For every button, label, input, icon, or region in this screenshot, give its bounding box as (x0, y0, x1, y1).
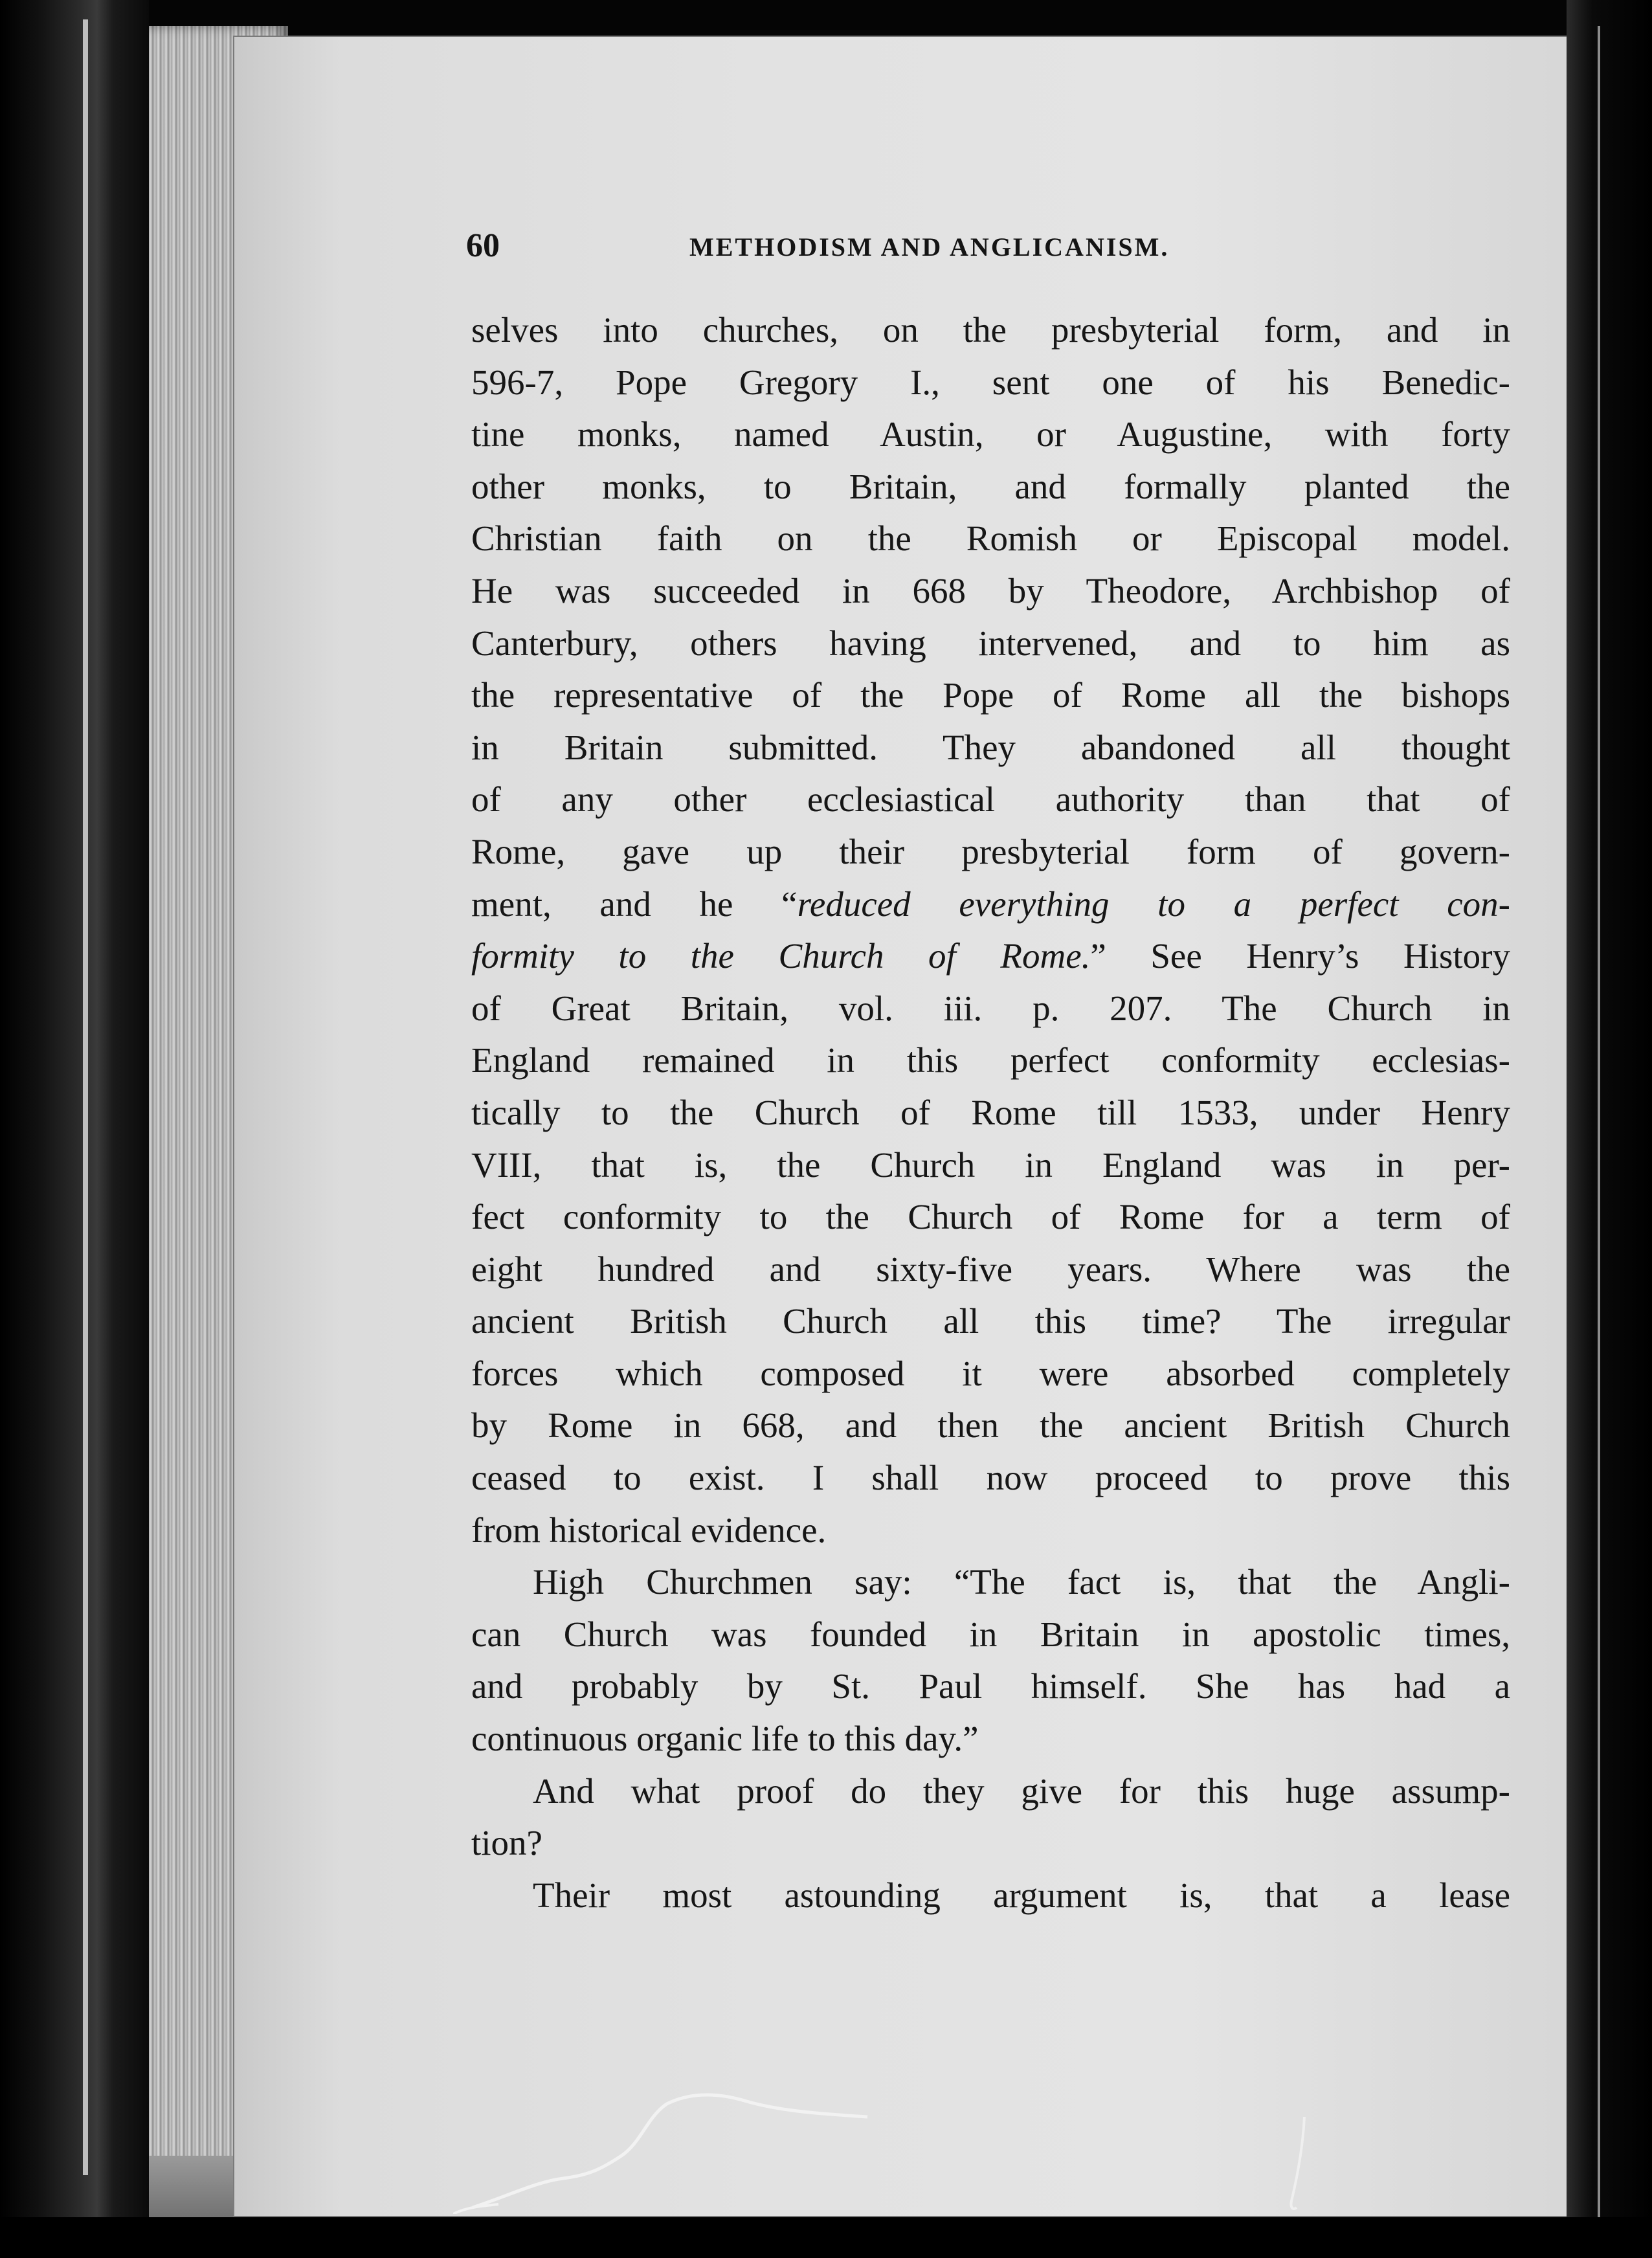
running-title: METHODISM AND ANGLICANISM. (689, 232, 1170, 262)
text-line: tine monks, named Austin, or Augustine, with forty (471, 414, 1510, 454)
text-line: England remained in this perfect conformity ecclesias- (471, 1040, 1510, 1080)
text-line-quote-end (471, 930, 1510, 983)
text-line-paragraph-start: Their most astounding argument is, that a lease (533, 1875, 1510, 1915)
text-line: other monks, to Britain, and formally planted the (471, 466, 1510, 506)
paragraph-last-line: tion? (471, 1823, 542, 1863)
paragraph-last-line: from historical evidence. (471, 1510, 827, 1550)
text-line: selves into churches, on the presbyterial form, and in (471, 310, 1510, 350)
film-edge-line (83, 19, 88, 2175)
text-fragment: ment, and he “ (471, 884, 798, 924)
film-edge-left (0, 0, 149, 2258)
text-line-paragraph-start: And what proof do they give for this huge assump- (533, 1771, 1510, 1811)
paragraph-last-line: continuous organic life to this day.” (471, 1719, 979, 1759)
text-line: by Rome in 668, and then the ancient British Church (471, 1405, 1510, 1446)
text-line: in Britain submitted. They abandoned all thought (471, 727, 1510, 767)
film-scratch (1285, 2117, 1324, 2214)
text-line: fect conformity to the Church of Rome for a term of (471, 1197, 1510, 1237)
text-line: of Great Britain, vol. iii. p. 207. The Church in (471, 988, 1510, 1028)
binding-gutter (1567, 0, 1652, 2258)
text-line: and probably by St. Paul himself. She has had a (471, 1666, 1510, 1706)
text-line: the representative of the Pope of Rome all the bishops (471, 675, 1510, 715)
text-line: Rome, gave up their presbyterial form of govern- (471, 831, 1510, 871)
text-line: eight hundred and sixty-five years. Where was the (471, 1249, 1510, 1289)
bottom-film-edge (0, 2217, 1652, 2258)
page-number: 60 (466, 227, 500, 264)
text-line: ancient British Church all this time? The irregular (471, 1301, 1510, 1341)
text-line: He was succeeded in 668 by Theodore, Archbishop of (471, 570, 1510, 610)
text-line-quote-start (471, 878, 1510, 931)
text-line: 596-7, Pope Gregory I., sent one of his Benedic- (471, 362, 1510, 402)
text-line: ceased to exist. I shall now proceed to prove this (471, 1458, 1510, 1498)
text-line: Christian faith on the Romish or Episcopal model. (471, 519, 1510, 559)
running-head (466, 227, 1308, 272)
text-line: forces which composed it were absorbed completely (471, 1353, 1510, 1393)
text-fragment: ” See Henry’s History (1090, 936, 1510, 976)
quoted-italic-text: formity to the Church of Rome. (471, 936, 1091, 976)
text-line: Canterbury, others having intervened, and to him as (471, 623, 1510, 663)
film-scratch (453, 2046, 906, 2214)
text-line: tically to the Church of Rome till 1533, under Henry (471, 1092, 1510, 1132)
body-text (471, 304, 1510, 1921)
text-line: of any other ecclesiastical authority than that of (471, 779, 1510, 820)
text-line: VIII, that is, the Church in England was in per- (471, 1145, 1510, 1185)
quoted-italic-text: reduced everything to a perfect con- (797, 884, 1510, 924)
gutter-edge-line (1598, 26, 1600, 2227)
text-line: can Church was founded in Britain in apostolic times, (471, 1614, 1510, 1654)
text-line-paragraph-start: High Churchmen say: “The fact is, that the Angli- (533, 1562, 1510, 1602)
